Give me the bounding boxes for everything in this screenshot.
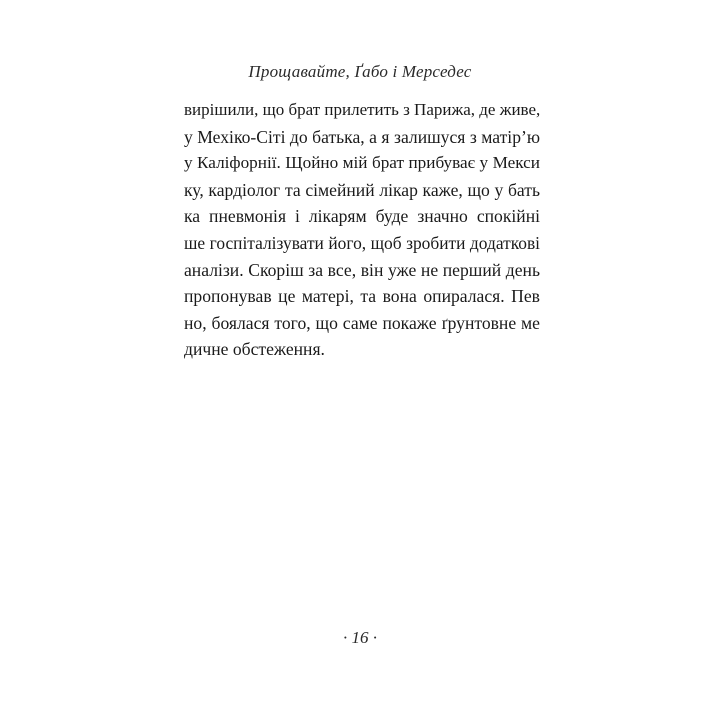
text-line: у Мехіко-Сіті до батька, а я залишуся з матір’ю [184, 126, 540, 147]
text-line: пропонував це матері, та вона опиралася. Пев [184, 286, 540, 307]
text-line: ше госпіталізувати його, щоб зробити додаткові [184, 232, 540, 253]
page-number: · 16 · [343, 628, 377, 647]
running-head: Прощавайте, Ґабо і Мерседес [248, 62, 472, 81]
text-line: у Каліфорнії. Щойно мій брат прибуває у Мекси [184, 153, 540, 173]
text-line: аналізи. Скоріш за все, він уже не перший день [184, 259, 540, 280]
text-line: ку, кардіолог та сімейний лікар каже, що у бать [184, 179, 540, 200]
text-line: но, боялася того, що саме покаже ґрунтовне ме [184, 312, 540, 333]
body-text [184, 97, 540, 363]
text-line: вирішили, що брат прилетить з Парижа, де живе, [184, 100, 541, 119]
text-line: ка пневмонія і лікарям буде значно спокійні [184, 206, 540, 227]
text-line: дичне обстеження. [184, 339, 325, 360]
